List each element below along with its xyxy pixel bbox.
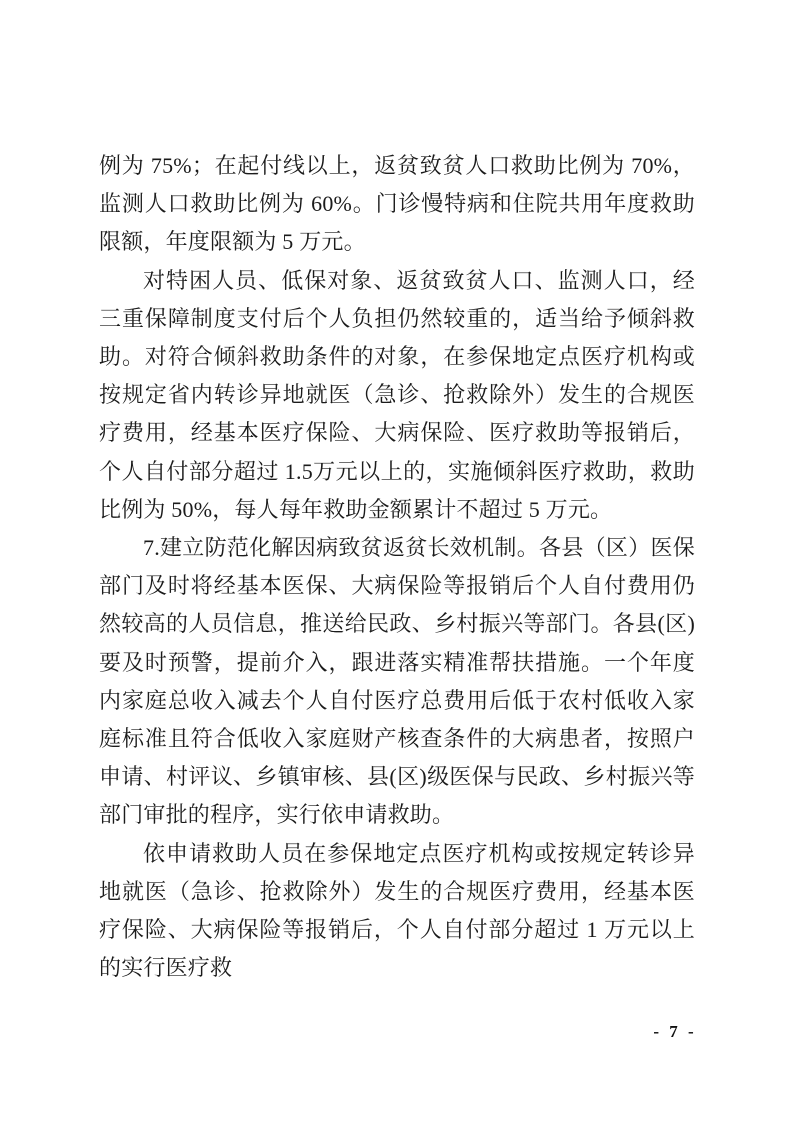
- paragraph: 7.建立防范化解因病致贫返贫长效机制。各县（区）医保部门及时将经基本医保、大病保险等报销后个人自付费用仍然较高的人员信息，推送给民政、乡村振兴等部门。各县(区)要及时预警，提前介入，跟进落实精准帮扶措施。一个年度内家庭总收入减去个人自付医疗总费用后低于农村低收入家庭标准且符合低收入家庭财产核查条件的大病患者，按照户申请、村评议、乡镇审核、县(区)级医保与民政、乡村振兴等部门审批的程序，实行依申请救助。: [99, 535, 695, 828]
- text-block: [99, 147, 695, 987]
- paragraph: 对特困人员、低保对象、返贫致贫人口、监测人口，经三重保障制度支付后个人负担仍然较重的，适当给予倾斜救助。对符合倾斜救助条件的对象，在参保地定点医疗机构或按规定省内转诊异地就医（急诊、抢救除外）发生的合规医疗费用，经基本医疗保险、大病保险、医疗救助等报销后，个人自付部分超过 1.5万元以上的，实施倾斜医疗救助，救助比例为 50%，每人每年救助金额累计不超过 5 万元。: [99, 267, 695, 522]
- paragraph: 例为 75%；在起付线以上，返贫致贫人口救助比例为 70%，监测人口救助比例为 60%。门诊慢特病和住院共用年度救助限额，年度限额为 5 万元。: [99, 153, 695, 255]
- page-number: - 7 -: [653, 1022, 697, 1041]
- paragraph: 依申请救助人员在参保地定点医疗机构或按规定转诊异地就医（急诊、抢救除外）发生的合规医疗费用，经基本医疗保险、大病保险等报销后，个人自付部分超过 1 万元以上的实行医疗救: [99, 840, 695, 981]
